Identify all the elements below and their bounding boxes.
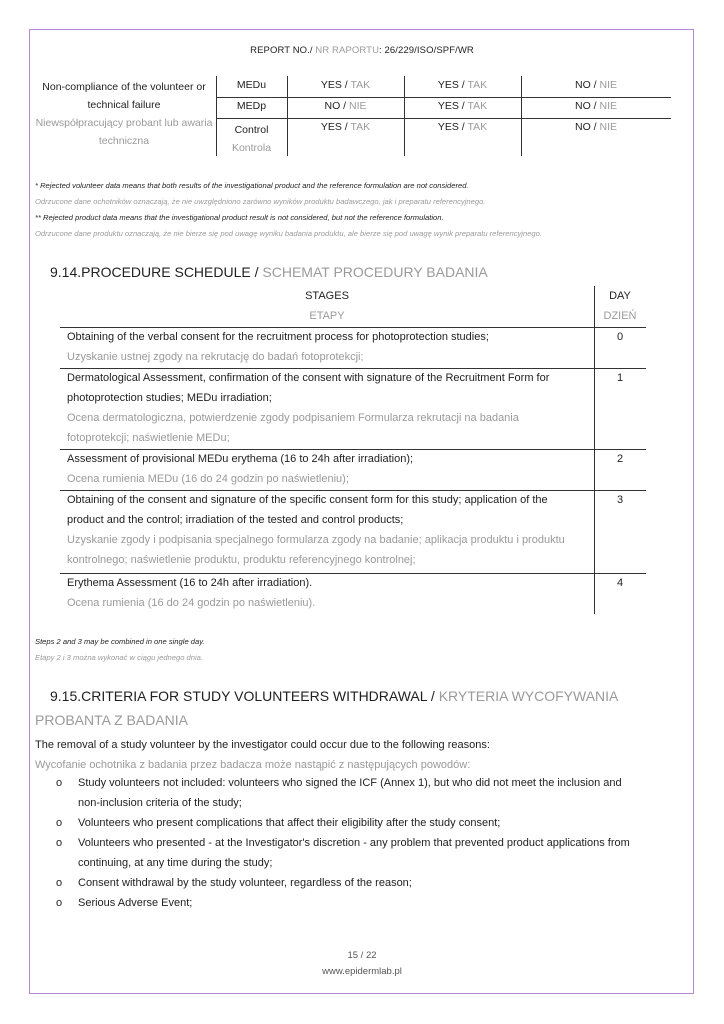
heading-pl: KRYTERIA WYCOFYWANIA: [438, 688, 619, 704]
table-row: [67, 490, 589, 570]
list-item: [35, 813, 675, 833]
cell-en: YES: [320, 79, 342, 91]
column-header-stages: STAGES: [305, 290, 349, 302]
column-header-stages-pl: ETAPY: [309, 310, 345, 322]
intro-en: The removal of a study volunteer by the investigator could occur due to the following reasons:: [35, 739, 490, 751]
heading-en: 9.14.PROCEDURE SCHEDULE: [50, 264, 251, 280]
withdrawal-reasons-list: [35, 773, 675, 913]
note-line: Odrzucone dane produktu oznaczają, że nie bierze się pod uwagę wyniku badania produktu, ale bierze się pod uwagę wynik preparatu referencyjnego.: [35, 229, 542, 238]
cell: NO / NIE: [574, 79, 618, 91]
rejection-notes: [35, 178, 675, 242]
note-line: ** Rejected product data means that the investigational product result is not considered, but not the reference formulation.: [35, 213, 444, 222]
stage-en: Dermatological Assessment, confirmation of the consent with signature of the Recruitment Form for: [67, 372, 550, 384]
cell-en: NO: [574, 79, 591, 91]
row-label: [216, 121, 287, 157]
column-header-day: DAY: [609, 290, 631, 302]
cell-en: NO: [574, 121, 591, 133]
table-row: [67, 449, 589, 489]
list-item: [35, 833, 675, 873]
compliance-row-header: [35, 78, 213, 150]
list-item-text: Volunteers who presented - at the Investigator's discretion - any problem that prevented product applications from: [78, 837, 630, 849]
cell-en: NO: [324, 100, 341, 112]
cell-en: YES: [320, 121, 342, 133]
cell-en: YES: [437, 121, 459, 133]
cell-pl: NIE: [599, 100, 618, 112]
bullet-marker: o: [56, 897, 63, 909]
row-label-pl: Kontrola: [231, 142, 272, 154]
report-number-label: REPORT NO.: [250, 45, 310, 56]
cell-pl: TAK: [467, 121, 488, 133]
procedure-schedule-table: [60, 286, 646, 614]
note-line: * Rejected volunteer data means that both results of the investigational product and the reference formulation are not considered.: [35, 181, 469, 190]
cell-pl: NIE: [349, 100, 367, 112]
intro-pl: Wycofanie ochotnika z badania przez badacza może nastąpić z następujących powodów:: [35, 759, 471, 771]
cell: YES / TAK: [320, 79, 371, 91]
bullet-marker: o: [56, 877, 63, 889]
day-value: 1: [616, 372, 624, 384]
compliance-grid: [216, 76, 671, 156]
stage-en: Erythema Assessment (16 to 24h after irradiation).: [67, 577, 313, 589]
section-heading-withdrawal: 9.15.CRITERIA FOR STUDY VOLUNTEERS WITHDRAWAL / KRYTERIA WYCOFYWANIA: [50, 688, 619, 704]
list-item: [35, 773, 675, 813]
cell: YES / TAK: [437, 79, 488, 91]
page-number: 15 / 22: [347, 950, 377, 961]
day-value: 0: [616, 331, 624, 343]
day-value: 2: [616, 453, 624, 465]
section-heading-procedure: 9.14.PROCEDURE SCHEDULE / SCHEMAT PROCEDURY BADANIA: [50, 264, 488, 280]
stage-pl: Uzyskanie zgody i podpisania specjalnego formularza zgody na badanie; aplikacja produktu i produktu: [67, 534, 565, 546]
list-item-text: Study volunteers not included: volunteers who signed the ICF (Annex 1), but who did not meet the inclusion and: [78, 777, 622, 789]
noncompliance-label-pl: Niewspółpracujący probant lub awaria techniczna: [35, 117, 213, 147]
steps-note: [35, 634, 675, 666]
stage-pl: kontrolnego; naświetlenie produktu, produktu referencyjnego kontrolnej;: [67, 554, 416, 566]
column-header-day-pl: DZIEŃ: [603, 310, 637, 322]
cell: YES / TAK: [437, 121, 488, 133]
withdrawal-intro: [35, 735, 675, 775]
day-value: 3: [616, 494, 624, 506]
list-item-text: Consent withdrawal by the study volunteer, regardless of the reason;: [78, 877, 412, 889]
grid-line: [216, 97, 671, 98]
section-heading-withdrawal-pl-cont: PROBANTA Z BADANIA: [35, 712, 188, 728]
row-label: MEDu: [236, 79, 267, 91]
row-label: MEDp: [236, 100, 267, 112]
report-header: REPORT NO./ NR RAPORTU: 26/229/ISO/SPF/WR: [250, 45, 474, 56]
stage-en: Assessment of provisional MEDu erythema (16 to 24h after irradiation);: [67, 453, 414, 465]
bullet-marker: o: [56, 837, 63, 849]
cell-pl: TAK: [467, 100, 488, 112]
compliance-table: [35, 76, 671, 156]
stage-en: product and the control; irradiation of the tested and control products;: [67, 514, 404, 526]
table-row: [67, 573, 589, 613]
stage-en: Obtaining of the consent and signature of the specific consent form for this study; application of the: [67, 494, 548, 506]
stage-pl: Ocena rumienia (16 do 24 godzin po naświetleniu).: [67, 597, 316, 609]
row-label-en: Control: [234, 124, 269, 136]
cell: NO / NIE: [574, 100, 618, 112]
list-item: [35, 873, 675, 893]
cell-en: YES: [437, 100, 459, 112]
cell-pl: NIE: [599, 79, 618, 91]
report-number-label-pl: NR RAPORTU: [315, 45, 380, 56]
cell-pl: TAK: [467, 79, 488, 91]
cell-pl: NIE: [599, 121, 618, 133]
bullet-marker: o: [56, 817, 63, 829]
stage-en: Obtaining of the verbal consent for the recruitment process for photoprotection studies;: [67, 331, 489, 343]
stage-pl: Ocena rumienia MEDu (16 do 24 godzin po naświetleniu);: [67, 473, 349, 485]
stage-en: photoprotection studies; MEDu irradiation;: [67, 392, 272, 404]
cell: NO / NIE: [574, 121, 618, 133]
list-item-text: continuing, at any time during the study;: [78, 857, 273, 869]
heading-pl: SCHEMAT PROCEDURY BADANIA: [262, 264, 488, 280]
list-item: [35, 893, 675, 913]
table-row: [67, 327, 589, 367]
note-line: Odrzucone dane ochotników oznaczają, że nie uwzględniono zarówno wyników produktu badawczego, jak i preparatu referencyjnego.: [35, 197, 486, 206]
cell: YES / TAK: [320, 121, 371, 133]
stage-pl: Ocena dermatologiczna, potwierdzenie zgody podpisaniem Formularza rekrutacji na badania: [67, 412, 519, 424]
cell: YES / TAK: [437, 100, 488, 112]
report-number: 26/229/ISO/SPF/WR: [384, 45, 474, 56]
day-value: 4: [616, 577, 624, 589]
steps-note-pl: Etapy 2 i 3 można wykonać w ciągu jednego dnia.: [35, 653, 204, 662]
heading-en: 9.15.CRITERIA FOR STUDY VOLUNTEERS WITHDRAWAL: [50, 688, 428, 704]
cell-en: NO: [574, 100, 591, 112]
table-row: [67, 368, 589, 448]
noncompliance-label: Non-compliance of the volunteer or technical failure: [42, 81, 206, 111]
list-item-text: Volunteers who present complications that affect their eligibility after the study consent;: [78, 817, 501, 829]
list-item-text: Serious Adverse Event;: [78, 897, 193, 909]
bullet-marker: o: [56, 777, 63, 789]
steps-note-en: Steps 2 and 3 may be combined in one single day.: [35, 637, 205, 646]
stage-pl: fotoprotekcji; naświetlenie MEDu;: [67, 432, 230, 444]
cell: NO / NIE: [324, 100, 367, 112]
website-link[interactable]: www.epidermlab.pl: [322, 966, 402, 977]
stage-pl: Uzyskanie ustnej zgody na rekrutację do badań fotoprotekcji;: [67, 351, 364, 363]
cell-pl: TAK: [350, 121, 371, 133]
grid-line: [216, 118, 671, 119]
cell-pl: TAK: [350, 79, 371, 91]
cell-en: YES: [437, 79, 459, 91]
list-item-text: non-inclusion criteria of the study;: [78, 797, 242, 809]
